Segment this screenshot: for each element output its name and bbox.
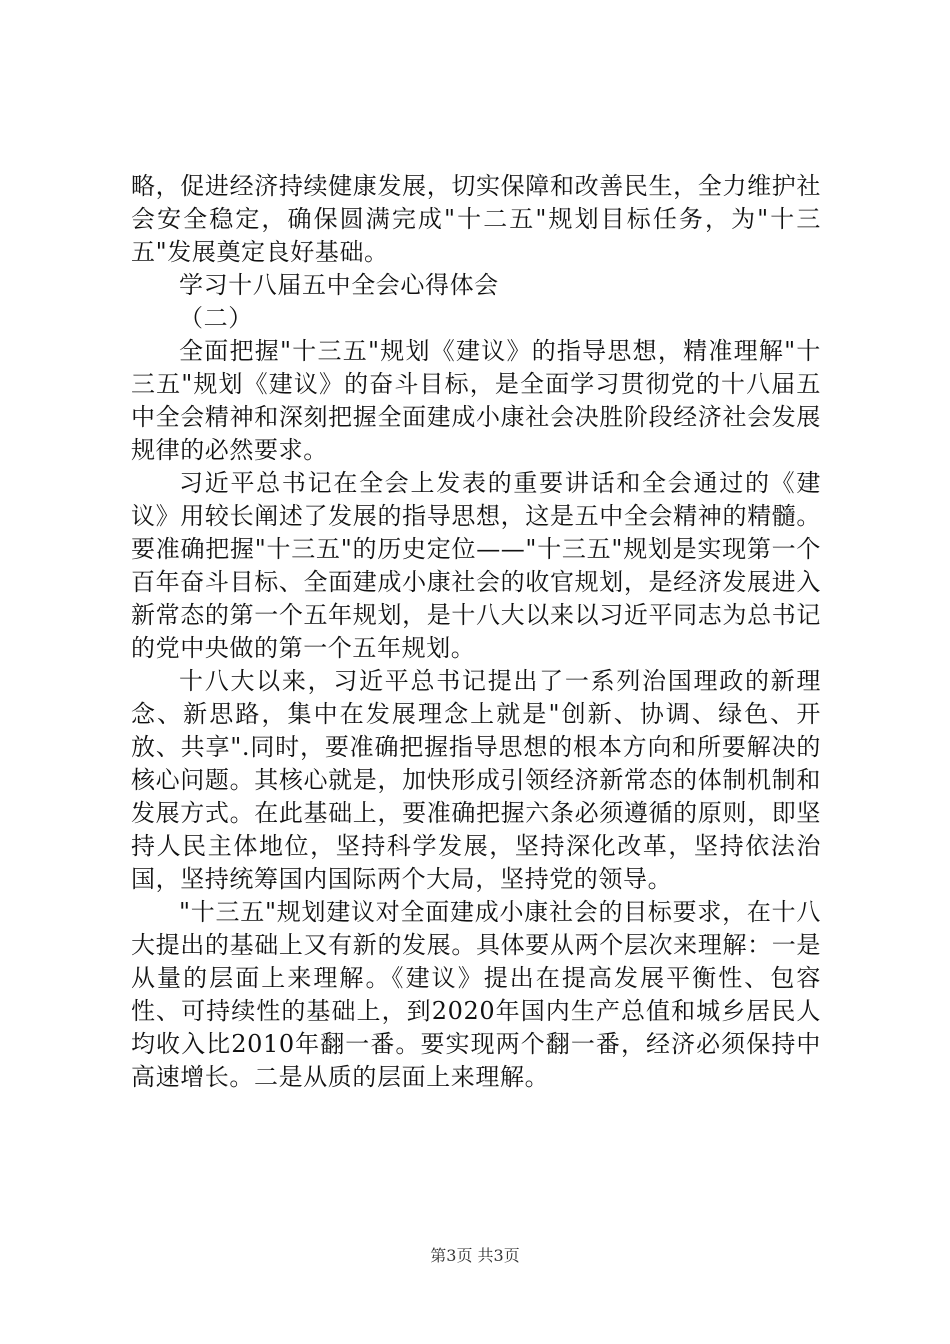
- paragraph-continuation: 略，促进经济持续健康发展，切实保障和改善民生，全力维护社会安全稳定，确保圆满完成"十二五"规划目标任务，为"十三五"发展奠定良好基础。: [131, 172, 821, 266]
- essay-title: 学习十八届五中全会心得体会: [179, 271, 499, 299]
- paragraph-guiding-thought: 全面把握"十三五"规划《建议》的指导思想，精准理解"十三五"规划《建议》的奋斗目标，是全面学习贯彻党的十八届五中全会精神和深刻把握全面建成小康社会决胜阶段经济社会发展规律的必然要求。: [131, 337, 821, 464]
- paragraph-development-concepts: 十八大以来，习近平总书记提出了一系列治国理政的新理念、新思路，集中在发展理念上就是"创新、协调、绿色、开放、共享".同时，要准确把握指导思想的根本方向和所要解决的核心问题。其核心就是，加快形成引领经济新常态的体制机制和发展方式。在此基础上，要准确把握六条必须遵循的原则，即坚持人民主体地位，坚持科学发展，坚持深化改革，坚持依法治国，坚持统筹国内国际两个大局，坚持党的领导。: [131, 667, 821, 893]
- essay-part-number: （二）: [179, 304, 253, 332]
- paragraph-goals: "十三五"规划建议对全面建成小康社会的目标要求，在十八大提出的基础上又有新的发展。具体要从两个层次来理解：一是从量的层面上来理解。《建议》提出在提高发展平衡性、包容性、可持续性的基础上，到2020年国内生产总值和城乡居民人均收入比2010年翻一番。要实现两个翻一番，经济必须保持中高速增长。二是从质的层面上来理解。: [131, 898, 821, 1091]
- page-footer: 第3页 共3页: [430, 1246, 520, 1265]
- document-body: [131, 170, 821, 1094]
- paragraph-plenary-speech: 习近平总书记在全会上发表的重要讲话和全会通过的《建议》用较长阐述了发展的指导思想，这是五中全会精神的精髓。要准确把握"十三五"的历史定位——"十三五"规划是实现第一个百年奋斗目标、全面建成小康社会的收官规划，是经济发展进入新常态的第一个五年规划，是十八大以来以习近平同志为总书记的党中央做的第一个五年规划。: [131, 469, 821, 662]
